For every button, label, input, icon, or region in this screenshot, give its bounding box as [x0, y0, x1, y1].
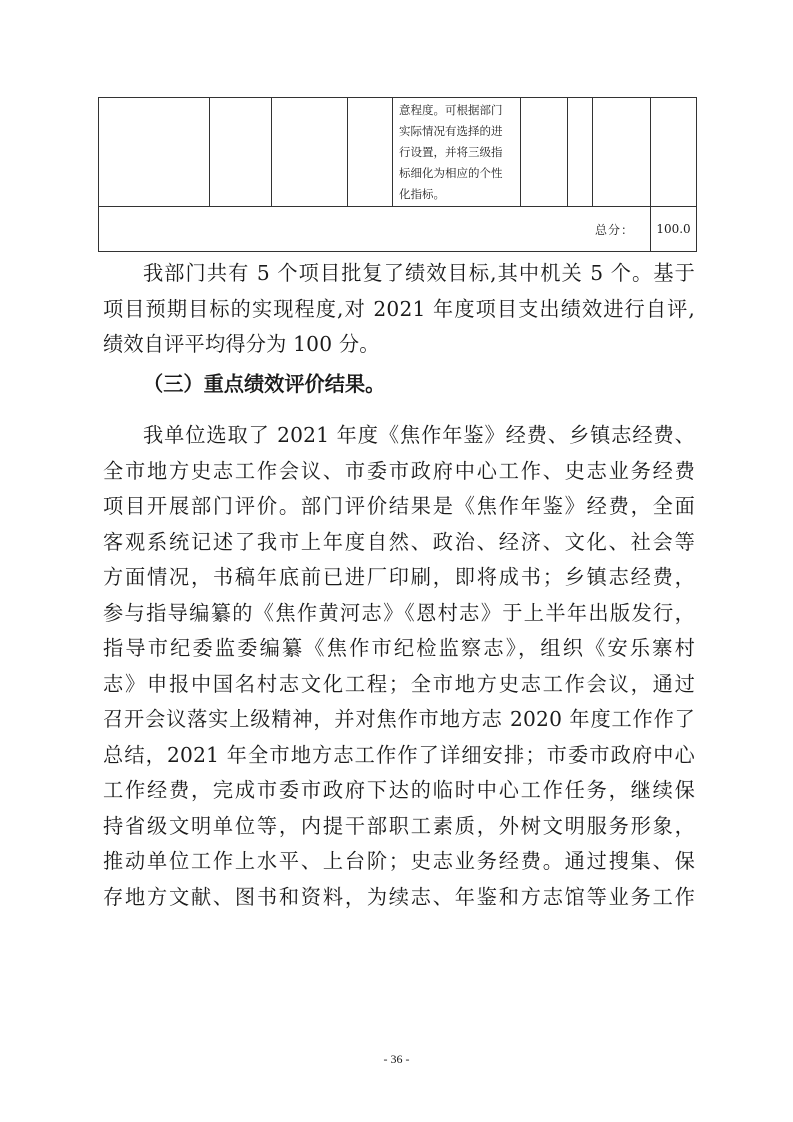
text-line: 我部门共有 5 个项目批复了绩效目标,其中机关 5 个。基于: [143, 261, 695, 285]
text-line: 志》申报中国名村志文化工程；全市地方史志工作会议，通过: [103, 671, 695, 696]
text-line: 召开会议落实上级精神，并对焦作市地方志 2020 年度工作作了: [103, 707, 695, 731]
note-line: 行设置，并将三级指: [399, 145, 503, 159]
table-cell: [521, 98, 568, 207]
page-number: - 36 -: [383, 1052, 410, 1066]
text-line: 总结，2021 年全市地方志工作作了详细安排；市委市政府中心: [103, 742, 695, 767]
text-line: 参与指导编纂的《焦作黄河志》《恩村志》于上半年出版发行，: [103, 600, 695, 625]
text-line: 存地方文献、图书和资料，为续志、年鉴和方志馆等业务工作: [103, 884, 695, 909]
table-cell: [348, 98, 393, 207]
total-label: 总分：: [99, 207, 651, 252]
text-line: 方面情况，书稿年底前已进厂印刷，即将成书；乡镇志经费，: [103, 565, 695, 589]
text-line: 项目预期目标的实现程度,对 2021 年度项目支出绩效进行自评,: [103, 296, 695, 321]
table-cell: [651, 98, 697, 207]
note-line: 标细化为相应的个性: [399, 166, 503, 180]
text-line: 项目开展部门评价。部门评价结果是《焦作年鉴》经费，全面: [103, 494, 695, 518]
section-heading: （三）重点绩效评价结果。: [143, 372, 386, 396]
paragraph-summary: [103, 256, 695, 363]
note-line: 实际情况有选择的进: [399, 124, 503, 138]
text-line: 工作经费，完成市委市政府下达的临时中心工作任务，继续保: [103, 778, 695, 802]
paragraph-evaluation: [103, 418, 695, 915]
note-line: 化指标。: [399, 187, 445, 201]
table-cell: [272, 98, 348, 207]
text-line: 推动单位工作上水平、上台阶；史志业务经费。通过搜集、保: [103, 849, 695, 873]
section-heading-wrap: [103, 367, 695, 403]
note-line: 意程度。可根据部门: [399, 103, 503, 117]
table-row: [99, 98, 697, 207]
text-line: 全市地方史志工作会议、市委市政府中心工作、史志业务经费: [103, 458, 695, 483]
table-cell: [210, 98, 272, 207]
evaluation-table: [98, 97, 697, 252]
table-cell: [593, 98, 651, 207]
table-row-total: [99, 207, 697, 252]
table-cell: [99, 98, 210, 207]
text-line: 指导市纪委监委编纂《焦作市纪检监察志》，组织《安乐寨村: [103, 636, 695, 660]
table-cell-note: [393, 98, 521, 207]
text-line: 持省级文明单位等，内提干部职工素质，外树文明服务形象，: [103, 813, 695, 838]
table-cell: [568, 98, 593, 207]
text-line: 客观系统记述了我市上年度自然、政治、经济、文化、社会等: [103, 529, 695, 554]
text-line: 我单位选取了 2021 年度《焦作年鉴》经费、乡镇志经费、: [143, 423, 695, 447]
text-line: 绩效自评平均得分为 100 分。: [103, 332, 380, 356]
total-value: 100.0: [651, 207, 697, 252]
